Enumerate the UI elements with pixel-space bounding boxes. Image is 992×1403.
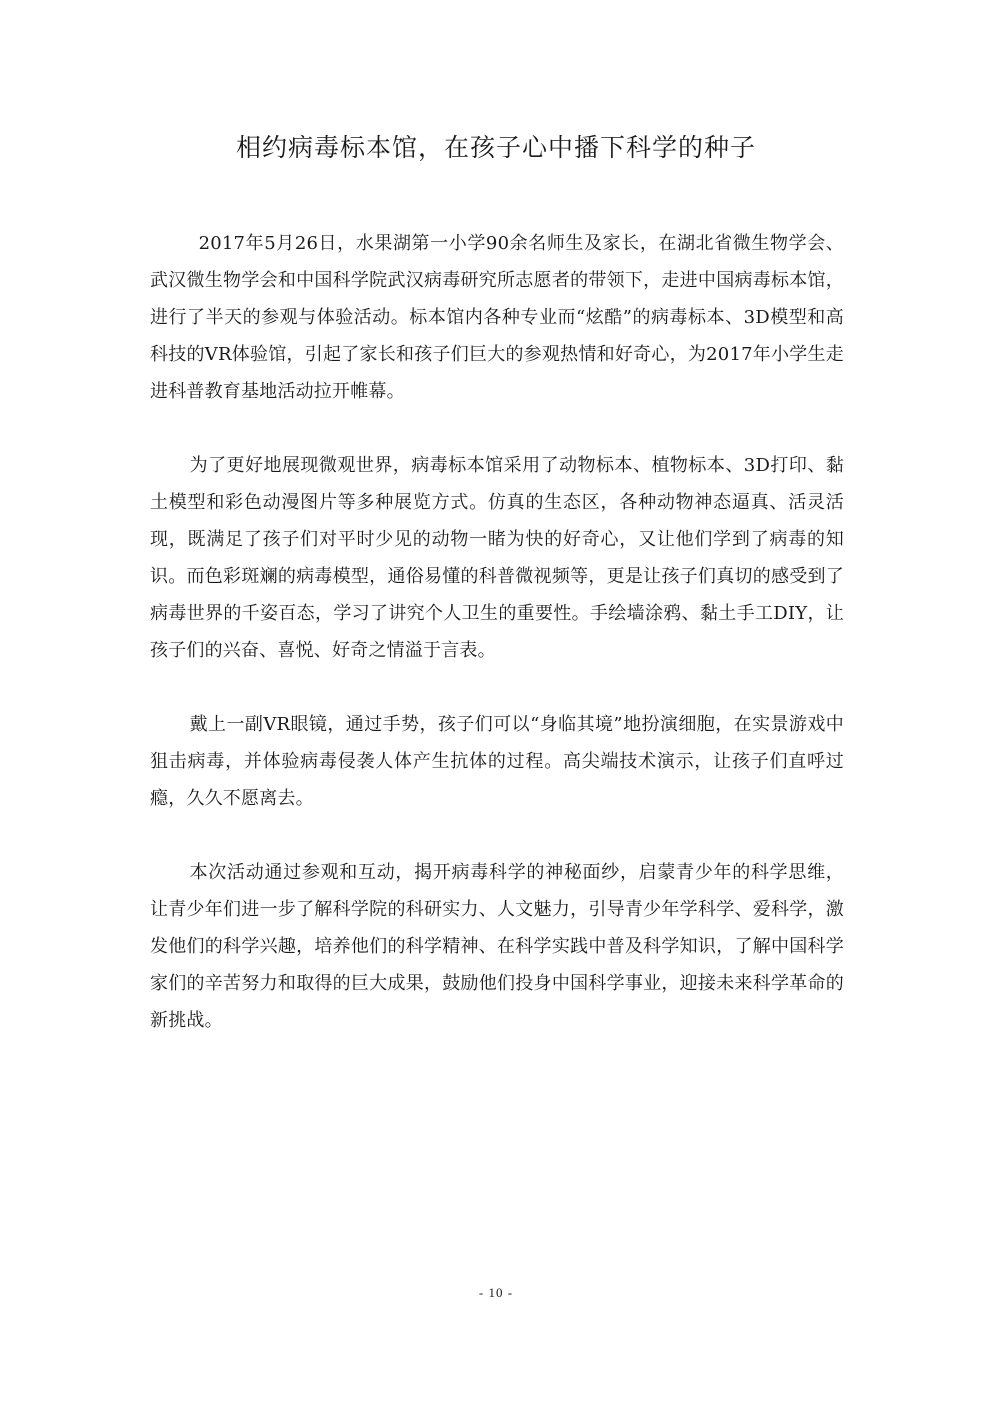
paragraph-2: 为了更好地展现微观世界，病毒标本馆采用了动物标本、植物标本、3D打印、黏土模型和彩色动漫图片等多种展览方式。仿真的生态区，各种动物神态逼真、活灵活现，既满足了孩子们对平时少见的动物一睹为快的好奇心，又让他们学到了病毒的知识。而色彩斑斓的病毒模型，通俗易懂的科普微视频等，更是让孩子们真切的感受到了病毒世界的千姿百态，学习了讲究个人卫生的重要性。手绘墙涂鸦、黏土手工DIY，让孩子们的兴奋、喜悦、好奇之情溢于言表。 [150, 455, 844, 661]
page-title: 相约病毒标本馆，在孩子心中播下科学的种子 [235, 133, 756, 162]
article-body [150, 225, 844, 1076]
page-number: - 10 - [478, 1285, 514, 1300]
paragraph-1: 2017年5月26日，水果湖第一小学90余名师生及家长，在湖北省微生物学会、武汉微生物学会和中国科学院武汉病毒研究所志愿者的带领下，走进中国病毒标本馆，进行了半天的参观与体验活动。标本馆内各种专业而“炫酷”的病毒标本、3D模型和高科技的VR体验馆，引起了家长和孩子们巨大的参观热情和好奇心，为2017年小学生走进科普教育基地活动拉开帷幕。 [150, 233, 844, 402]
paragraph-4: 本次活动通过参观和互动，揭开病毒科学的神秘面纱，启蒙青少年的科学思维，让青少年们进一步了解科学院的科研实力、人文魅力，引导青少年学科学、爱科学，激发他们的科学兴趣，培养他们的科学精神、在科学实践中普及科学知识，了解中国科学家们的辛苦努力和取得的巨大成果，鼓励他们投身中国科学事业，迎接未来科学革命的新挑战。 [150, 862, 844, 1031]
paragraph-3: 戴上一副VR眼镜，通过手势，孩子们可以“身临其境”地扮演细胞，在实景游戏中狙击病毒，并体验病毒侵袭人体产生抗体的过程。高尖端技术演示，让孩子们直呼过瘾，久久不愿离去。 [150, 714, 844, 809]
